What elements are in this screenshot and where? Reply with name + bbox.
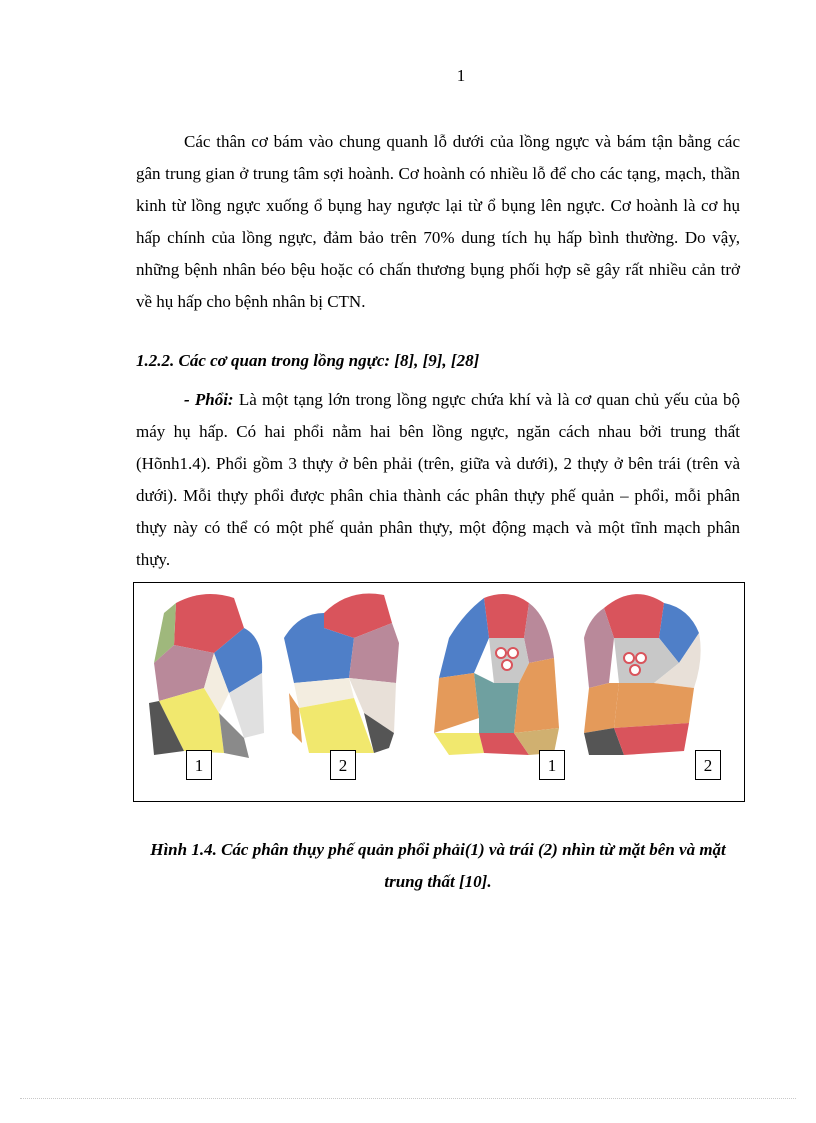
paragraph-diaphragm-text: Các thân cơ bám vào chung quanh lỗ dưới của lồng ngực và bám tận bằng các gân trung gian ở trung tâm sợi hoành. Cơ hoành có nhiều lỗ để cho các tạng, mạch, thần kinh từ lồng ngực xuống ổ bụng hay ngược lại từ ổ bụng lên ngực. Cơ hoành là cơ hụ hấp chính của lồng ngực, đảm bảo trên 70% dung tích hụ hấp bình thường. Do vậy, những bệnh nhân béo bệu hoặc có chấn thương bụng phối hợp sẽ gây rất nhiều cản trở về hụ hấp cho bệnh nhân bị CTN. [136, 132, 740, 311]
lung-left-medial [584, 594, 701, 755]
lung-right-medial [434, 594, 559, 755]
lung-illustrations [134, 583, 746, 803]
paragraph-lungs [136, 384, 740, 576]
figure-label-2: 2 [330, 750, 356, 780]
figure-label-1: 1 [186, 750, 212, 780]
figure-lung-segments [133, 582, 745, 802]
figure-label-4: 2 [695, 750, 721, 780]
figure-label-3: 1 [539, 750, 565, 780]
lung-left-lateral [284, 593, 399, 753]
page-number: 1 [456, 66, 466, 85]
lungs-lead: - Phổi: [184, 390, 234, 409]
paragraph-diaphragm [136, 126, 740, 318]
lungs-text: Là một tạng lớn trong lồng ngực chứa khí và là cơ quan chủ yếu của bộ máy hụ hấp. Có hai phổi nằm hai bên lồng ngực, ngăn cách nhau bởi trung thất (Hõnh1.4). Phổi gồm 3 thựy ở bên phải (trên, giữa và dưới), 2 thựy ở bên trái (trên và dưới). Mỗi thựy phổi được phân chia thành các phân thựy phế quản – phổi, mỗi phân thựy này có thể có một phế quản phân thựy, một động mạch và một tĩnh mạch phân thựy. [136, 390, 741, 569]
lung-right-lateral [149, 594, 264, 758]
figure-caption: Hình 1.4. Các phân thụy phế quản phổi phải(1) và trái (2) nhìn từ mặt bên và mặt trung thất [10]. [150, 840, 726, 891]
page-bottom-rule [20, 1098, 796, 1099]
section-heading: 1.2.2. Các cơ quan trong lồng ngực: [8], [9], [28] [136, 351, 480, 370]
